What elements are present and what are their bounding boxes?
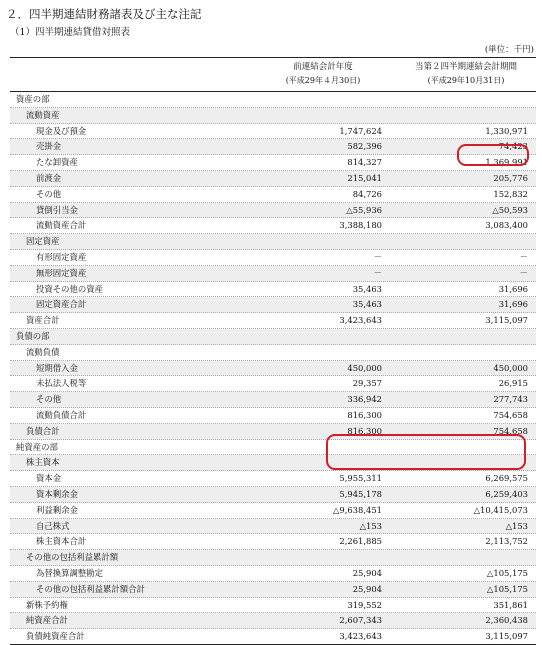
row-label: その他 xyxy=(36,188,62,199)
prior-year-value: 35,463 xyxy=(352,299,382,310)
current-quarter-value: △153 xyxy=(505,520,528,531)
table-row xyxy=(10,297,536,313)
table-row xyxy=(10,613,536,629)
table-row xyxy=(10,519,536,535)
row-label: 流動負債合計 xyxy=(36,409,87,420)
prior-year-value: － xyxy=(373,267,382,278)
table-row xyxy=(10,408,536,424)
table-row xyxy=(10,250,536,266)
prior-year-value: 5,955,311 xyxy=(339,473,382,484)
prior-year-value: 2,261,885 xyxy=(339,536,382,547)
current-quarter-value: △105,175 xyxy=(486,583,528,594)
row-label: 負債合計 xyxy=(26,425,60,436)
table-row xyxy=(10,108,536,124)
current-quarter-value: 31,696 xyxy=(498,283,528,294)
current-quarter-value: 2,113,752 xyxy=(485,536,528,547)
current-quarter-value: 1,330,971 xyxy=(485,125,528,136)
table-row xyxy=(10,92,536,108)
current-quarter-value: 3,083,400 xyxy=(485,220,528,231)
highlight-inventory-current xyxy=(457,144,529,166)
row-label: 固定資産 xyxy=(26,236,60,247)
current-quarter-value: 152,832 xyxy=(493,188,528,199)
row-label: 現金及び預金 xyxy=(36,125,87,136)
row-label: 新株予約権 xyxy=(26,599,68,610)
table-header xyxy=(10,57,536,92)
current-quarter-value: 26,915 xyxy=(498,378,528,389)
current-quarter-value: △10,415,073 xyxy=(473,504,528,515)
table-row xyxy=(10,187,536,203)
row-label: たな卸資産 xyxy=(36,157,78,168)
column-header-prior-year: 前連結会計年度 (平成29年４月30日) xyxy=(285,62,361,85)
prior-year-value: △9,638,451 xyxy=(332,504,382,515)
prior-year-value: △153 xyxy=(359,520,382,531)
prior-year-value: 3,388,180 xyxy=(339,220,382,231)
table-row xyxy=(10,550,536,566)
current-quarter-value: 6,269,575 xyxy=(485,473,528,484)
row-label: 短期借入金 xyxy=(36,362,78,373)
current-quarter-value: 351,861 xyxy=(493,599,528,610)
table-row xyxy=(10,218,536,234)
row-label: 未払法人税等 xyxy=(36,378,87,389)
prior-year-value: 215,041 xyxy=(347,172,382,183)
row-label: 為替換算調整勘定 xyxy=(36,567,103,578)
table-row xyxy=(10,471,536,487)
prior-year-value: － xyxy=(373,251,382,262)
prior-year-value: 816,300 xyxy=(347,425,382,436)
row-label: 流動資産 xyxy=(26,109,60,120)
current-quarter-value: 3,115,097 xyxy=(485,631,528,642)
row-label: 負債の部 xyxy=(16,330,50,341)
row-label: 投資その他の資産 xyxy=(36,283,103,294)
column-header-current-quarter: 当第２四半期連結会計期間 (平成29年10月31日) xyxy=(414,62,517,85)
prior-year-value: 35,463 xyxy=(352,283,382,294)
row-label: 固定資産合計 xyxy=(36,299,87,310)
current-quarter-value: － xyxy=(519,251,528,262)
prior-year-value: 450,000 xyxy=(347,362,382,373)
row-label: 純資産の部 xyxy=(16,441,58,452)
row-label: 有形固定資産 xyxy=(36,251,87,262)
unit-label: (単位：千円) xyxy=(484,45,534,55)
row-label: 自己株式 xyxy=(36,520,70,531)
row-label: 資産合計 xyxy=(26,315,60,326)
row-label: 株主資本合計 xyxy=(36,536,87,547)
prior-year-value: 84,726 xyxy=(352,188,382,199)
row-label: その他の包括利益累計額合計 xyxy=(36,583,145,594)
row-label: その他 xyxy=(36,394,62,405)
current-quarter-value: 6,259,403 xyxy=(485,488,528,499)
table-row xyxy=(10,171,536,187)
row-label: 売掛金 xyxy=(36,141,62,152)
table-row xyxy=(10,361,536,377)
prior-year-value: 3,423,643 xyxy=(339,631,382,642)
balance-sheet-table xyxy=(10,92,536,645)
table-row xyxy=(10,534,536,550)
row-label: 利益剰余金 xyxy=(36,504,78,515)
prior-year-value: 319,552 xyxy=(347,599,382,610)
section-heading: ２．四半期連結財務諸表及び主な注記 xyxy=(6,7,202,21)
current-quarter-value: 205,776 xyxy=(493,172,528,183)
table-row xyxy=(10,266,536,282)
table-row xyxy=(10,203,536,219)
prior-year-value: 816,300 xyxy=(347,409,382,420)
table-row xyxy=(10,566,536,582)
row-label: 流動資産合計 xyxy=(36,220,87,231)
row-label: 負債純資産合計 xyxy=(26,631,85,642)
prior-year-value: 336,942 xyxy=(347,394,382,405)
prior-year-value: △55,936 xyxy=(346,204,382,215)
row-label: 資産の部 xyxy=(16,94,50,104)
row-label: 株主資本 xyxy=(26,457,60,468)
row-label: 貸倒引当金 xyxy=(36,204,78,215)
table-row xyxy=(10,329,536,345)
current-quarter-value: 1,369,991 xyxy=(485,157,528,168)
current-quarter-value: 450,000 xyxy=(493,362,528,373)
prior-year-value: 25,904 xyxy=(352,583,382,594)
prior-year-value: 814,327 xyxy=(347,157,382,168)
table-row xyxy=(10,376,536,392)
current-quarter-value: 3,115,097 xyxy=(485,315,528,326)
prior-year-value: 25,904 xyxy=(352,567,382,578)
table-row xyxy=(10,503,536,519)
current-quarter-value: 277,743 xyxy=(493,394,528,405)
row-label: 無形固定資産 xyxy=(36,267,87,278)
row-label: 資本剰余金 xyxy=(36,488,78,499)
prior-year-value: 5,945,178 xyxy=(339,488,382,499)
row-label: 流動負債 xyxy=(26,346,60,357)
table-row xyxy=(10,234,536,250)
current-quarter-value: 754,658 xyxy=(493,425,528,436)
table-row xyxy=(10,392,536,408)
prior-year-value: 582,396 xyxy=(347,141,382,152)
table-row xyxy=(10,487,536,503)
table-row xyxy=(10,282,536,298)
current-quarter-value: 74,423 xyxy=(498,141,528,152)
table-row xyxy=(10,313,536,329)
current-quarter-value: 2,360,438 xyxy=(485,615,528,626)
current-quarter-value: 754,658 xyxy=(493,409,528,420)
highlight-capital-rows xyxy=(326,434,526,470)
current-quarter-value: △105,175 xyxy=(486,567,528,578)
prior-year-value: 29,357 xyxy=(352,378,382,389)
row-label: 前渡金 xyxy=(36,172,62,183)
table-row xyxy=(10,582,536,598)
prior-year-value: 3,423,643 xyxy=(339,315,382,326)
prior-year-value: 1,747,624 xyxy=(339,125,382,136)
table-row xyxy=(10,124,536,140)
current-quarter-value: － xyxy=(519,267,528,278)
table-row xyxy=(10,345,536,361)
table-row xyxy=(10,629,536,644)
table-title: （1）四半期連結貸借対照表 xyxy=(10,27,131,38)
current-quarter-value: 31,696 xyxy=(498,299,528,310)
row-label: 資本金 xyxy=(36,473,62,484)
row-label: その他の包括利益累計額 xyxy=(26,552,119,563)
row-label: 純資産合計 xyxy=(26,615,68,626)
current-quarter-value: △50,593 xyxy=(492,204,528,215)
prior-year-value: 2,607,343 xyxy=(339,615,382,626)
